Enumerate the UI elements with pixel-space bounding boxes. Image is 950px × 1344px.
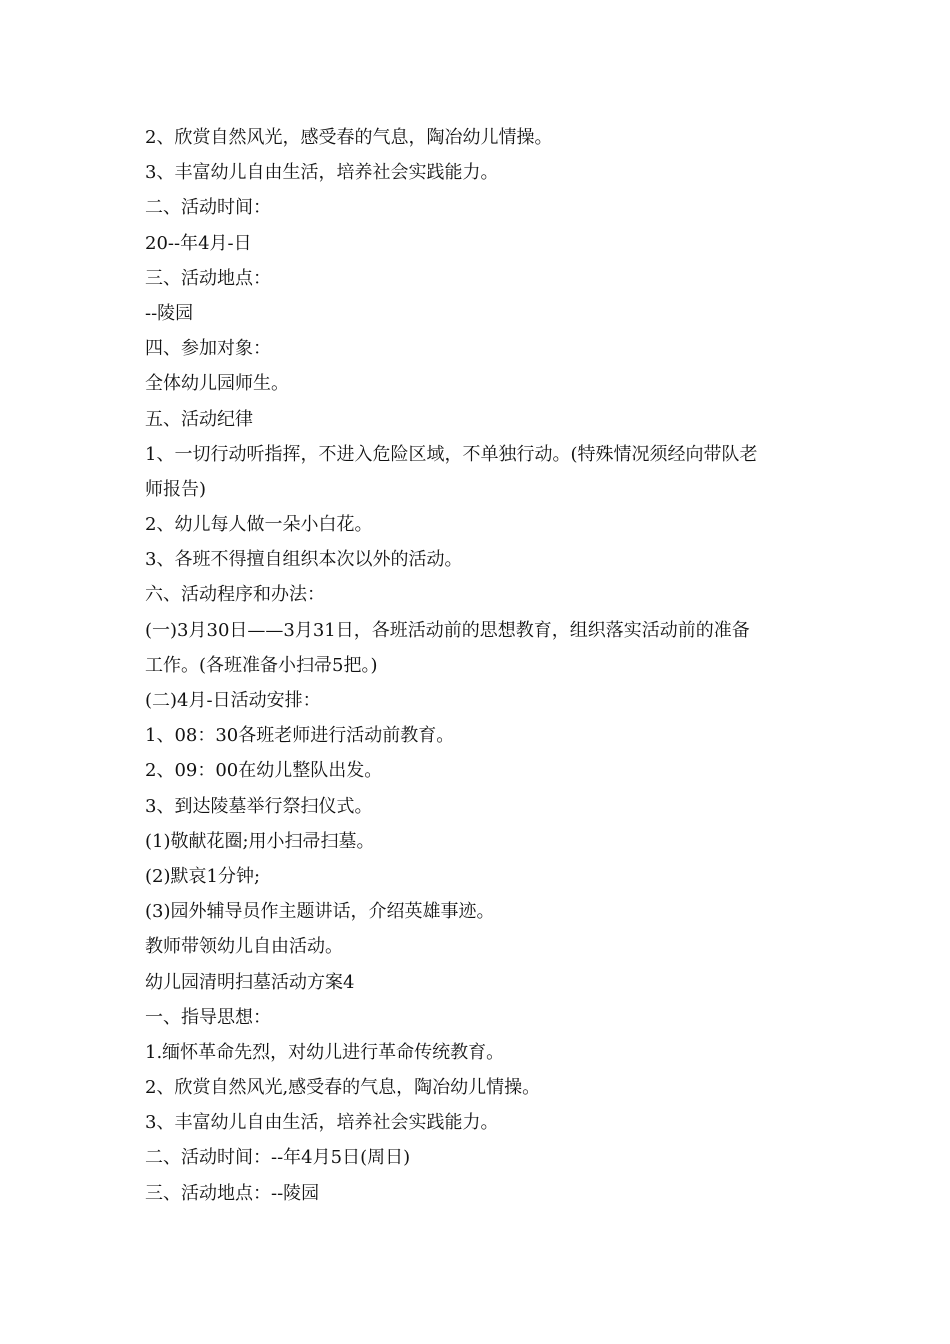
text-line: 2、欣赏自然风光，感受春的气息，陶冶幼儿情操。: [145, 127, 553, 148]
document-body: [145, 120, 815, 1211]
section-heading: 一、指导思想：: [145, 1006, 271, 1028]
section-heading: 三、活动地点：--陵园: [145, 1182, 320, 1204]
text-line: (1)敬献花圈;用小扫帚扫墓。: [145, 830, 375, 852]
text-line: 全体幼儿园师生。: [145, 373, 289, 395]
text-line: 2、幼儿每人做一朵小白花。: [145, 514, 373, 536]
text-line: 20--年4月-日: [145, 232, 252, 254]
section-heading: 二、活动时间：: [145, 197, 271, 219]
text-line: 3、到达陵墓举行祭扫仪式。: [145, 795, 373, 817]
text-line: (一)3月30日——3月31日，各班活动前的思想教育，组织落实活动前的准备: [145, 619, 750, 641]
text-line: 师报告): [145, 478, 207, 500]
document-title: 幼儿园清明扫墓活动方案4: [145, 971, 355, 993]
section-heading: 四、参加对象：: [145, 338, 271, 360]
text-line: (二)4月-日活动安排：: [145, 690, 321, 711]
text-line: 工作。(各班准备小扫帚5把。): [145, 654, 378, 676]
text-line: (2)默哀1分钟;: [145, 865, 261, 887]
text-line: 1、一切行动听指挥，不进入危险区域，不单独行动。(特殊情况须经向带队老: [145, 443, 758, 465]
text-line: 1.缅怀革命先烈，对幼儿进行革命传统教育。: [145, 1041, 505, 1063]
text-line: 2、欣赏自然风光,感受春的气息，陶冶幼儿情操。: [145, 1077, 541, 1099]
section-heading: 五、活动纪律: [145, 408, 253, 430]
text-line: --陵园: [145, 302, 194, 324]
text-line: 教师带领幼儿自由活动。: [145, 936, 343, 958]
text-line: 3、各班不得擅自组织本次以外的活动。: [145, 549, 463, 571]
section-heading: 六、活动程序和办法：: [145, 584, 325, 606]
text-line: 1、08：30各班老师进行活动前教育。: [145, 725, 455, 747]
text-line: 3、丰富幼儿自由生活，培养社会实践能力。: [145, 1112, 499, 1134]
text-line: 2、09：00在幼儿整队出发。: [145, 760, 383, 782]
section-heading: 三、活动地点：: [145, 267, 271, 289]
text-line: (3)园外辅导员作主题讲话，介绍英雄事迹。: [145, 901, 495, 923]
text-line: 3、丰富幼儿自由生活，培养社会实践能力。: [145, 162, 499, 184]
section-heading: 二、活动时间：--年4月5日(周日): [145, 1147, 411, 1169]
